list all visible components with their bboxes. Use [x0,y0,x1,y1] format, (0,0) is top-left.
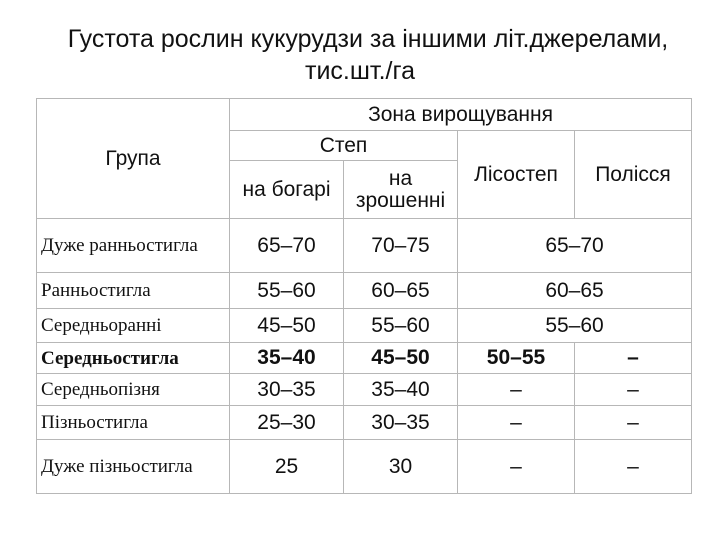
cell-irrigated: 70–75 [344,219,458,273]
cell-polissia: – [575,406,692,440]
row-group: Середньостигла [37,343,230,374]
cell-irrigated: 30 [344,440,458,494]
cell-dry: 65–70 [230,219,344,273]
cell-merged: 60–65 [458,273,692,309]
table-row [37,440,692,494]
density-table [36,98,692,494]
cell-forest-steppe: 50–55 [458,343,575,374]
header-polissia: Полісся [575,131,692,219]
title-line-2: тис.шт./га [305,57,415,85]
table-row [37,374,692,406]
cell-polissia: – [575,440,692,494]
cell-irrigated: 35–40 [344,374,458,406]
cell-merged: 55–60 [458,309,692,343]
row-group: Середньоранні [37,309,230,343]
table-row [37,219,692,273]
table-row [37,343,692,374]
cell-dry: 45–50 [230,309,344,343]
cell-irrigated: 60–65 [344,273,458,309]
row-group: Дуже ранньостигла [37,219,230,273]
cell-dry: 55–60 [230,273,344,309]
cell-forest-steppe: – [458,374,575,406]
header-group: Група [37,99,230,219]
title-line-1: Густота рослин кукурудзи за іншими літ.джерелами, [67,25,669,53]
row-group: Дуже пізньостигла [37,440,230,494]
header-steppe: Степ [230,131,458,161]
cell-dry: 25 [230,440,344,494]
header-zone: Зона вирощування [230,99,692,131]
cell-forest-steppe: – [458,440,575,494]
table-row [37,309,692,343]
header-dry: на богарі [230,161,344,219]
row-group: Ранньостигла [37,273,230,309]
cell-dry: 25–30 [230,406,344,440]
header-forest-steppe: Лісостеп [458,131,575,219]
header-irrigated: на зрошенні [344,161,458,219]
cell-irrigated: 55–60 [344,309,458,343]
cell-irrigated: 45–50 [344,343,458,374]
cell-polissia: – [575,343,692,374]
cell-dry: 35–40 [230,343,344,374]
table-row [37,273,692,309]
row-group: Пізньостигла [37,406,230,440]
cell-polissia: – [575,374,692,406]
cell-merged: 65–70 [458,219,692,273]
cell-forest-steppe: – [458,406,575,440]
cell-dry: 30–35 [230,374,344,406]
cell-irrigated: 30–35 [344,406,458,440]
table-row [37,406,692,440]
row-group: Середньопізня [37,374,230,406]
